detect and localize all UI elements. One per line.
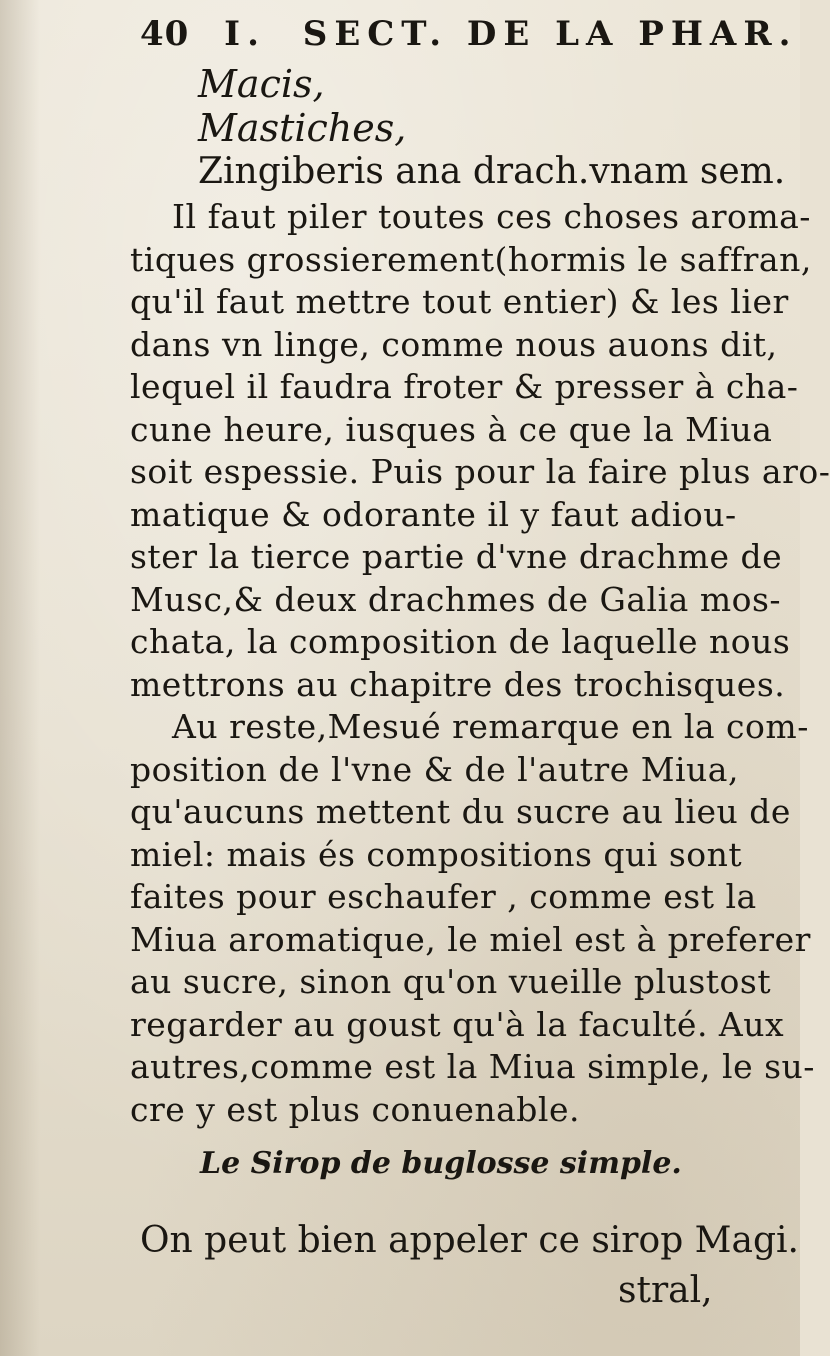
paragraph-line: Il faut piler toutes ces choses aroma- bbox=[172, 197, 811, 236]
paragraph-line: Miua aromatique, le miel est à preferer bbox=[130, 919, 811, 959]
ingredient-dose-line: Zingiberis ana drach.vnam sem. bbox=[198, 151, 786, 192]
paragraph-line: Musc,& deux drachmes de Galia mos- bbox=[130, 579, 782, 619]
ingredient-line: Macis, bbox=[198, 62, 325, 106]
paragraph-line: matique & odorante il y faut adiou- bbox=[130, 494, 737, 534]
paragraph-line: Au reste,Mesué remarque en la com- bbox=[172, 707, 809, 746]
paragraph-line: soit espessie. Puis pour la faire plus aro- bbox=[130, 452, 830, 491]
paragraph-line: cune heure, iusques à ce que la Miua bbox=[130, 409, 773, 449]
paragraph-line: dans vn linge, comme nous auons dit, bbox=[130, 324, 778, 364]
paragraph-line: ster la tierce partie d'vne drachme de bbox=[130, 537, 783, 576]
part-number: I. bbox=[224, 14, 266, 54]
paragraph-line: au sucre, sinon qu'on vueille plustost bbox=[130, 962, 772, 1001]
page-number: 40 bbox=[140, 14, 190, 54]
running-head bbox=[140, 14, 798, 60]
paragraph-line: lequel il faudra froter & presser à cha- bbox=[130, 367, 799, 406]
section-title: SECT. DE LA PHAR. bbox=[302, 14, 798, 54]
paragraph-line: On peut bien appeler ce sirop Magi. bbox=[140, 1220, 800, 1261]
paragraph-line: tiques grossierement(hormis le saffran, bbox=[130, 239, 812, 279]
catchword-line: stral, bbox=[618, 1270, 713, 1311]
ingredient-list bbox=[198, 62, 786, 194]
paragraph-line: regarder au goust qu'à la faculté. Aux bbox=[130, 1004, 785, 1044]
paragraph-line: miel: mais és compositions qui sont bbox=[130, 834, 743, 874]
closing-paragraph bbox=[140, 1216, 800, 1316]
ingredient-line: Mastiches, bbox=[198, 106, 407, 150]
paragraph-line: mettrons au chapitre des trochisques. bbox=[130, 664, 786, 704]
paragraph bbox=[130, 196, 830, 1131]
paragraph-line: autres,comme est la Miua simple, le su- bbox=[130, 1047, 815, 1086]
paragraph-line: cre y est plus conuenable. bbox=[130, 1089, 580, 1129]
paragraph-line: chata, la composition de laquelle nous bbox=[130, 622, 791, 661]
paragraph-line: qu'aucuns mettent du sucre au lieu de bbox=[130, 792, 791, 831]
paragraph-line: qu'il faut mettre tout entier) & les lier bbox=[130, 282, 789, 321]
recipe-title: Le Sirop de buglosse simple. bbox=[200, 1146, 682, 1181]
page-gutter-shadow bbox=[0, 0, 40, 1356]
paragraph-line: faites pour eschaufer , comme est la bbox=[130, 877, 757, 916]
paragraph-line: position de l'vne & de l'autre Miua, bbox=[130, 749, 739, 789]
